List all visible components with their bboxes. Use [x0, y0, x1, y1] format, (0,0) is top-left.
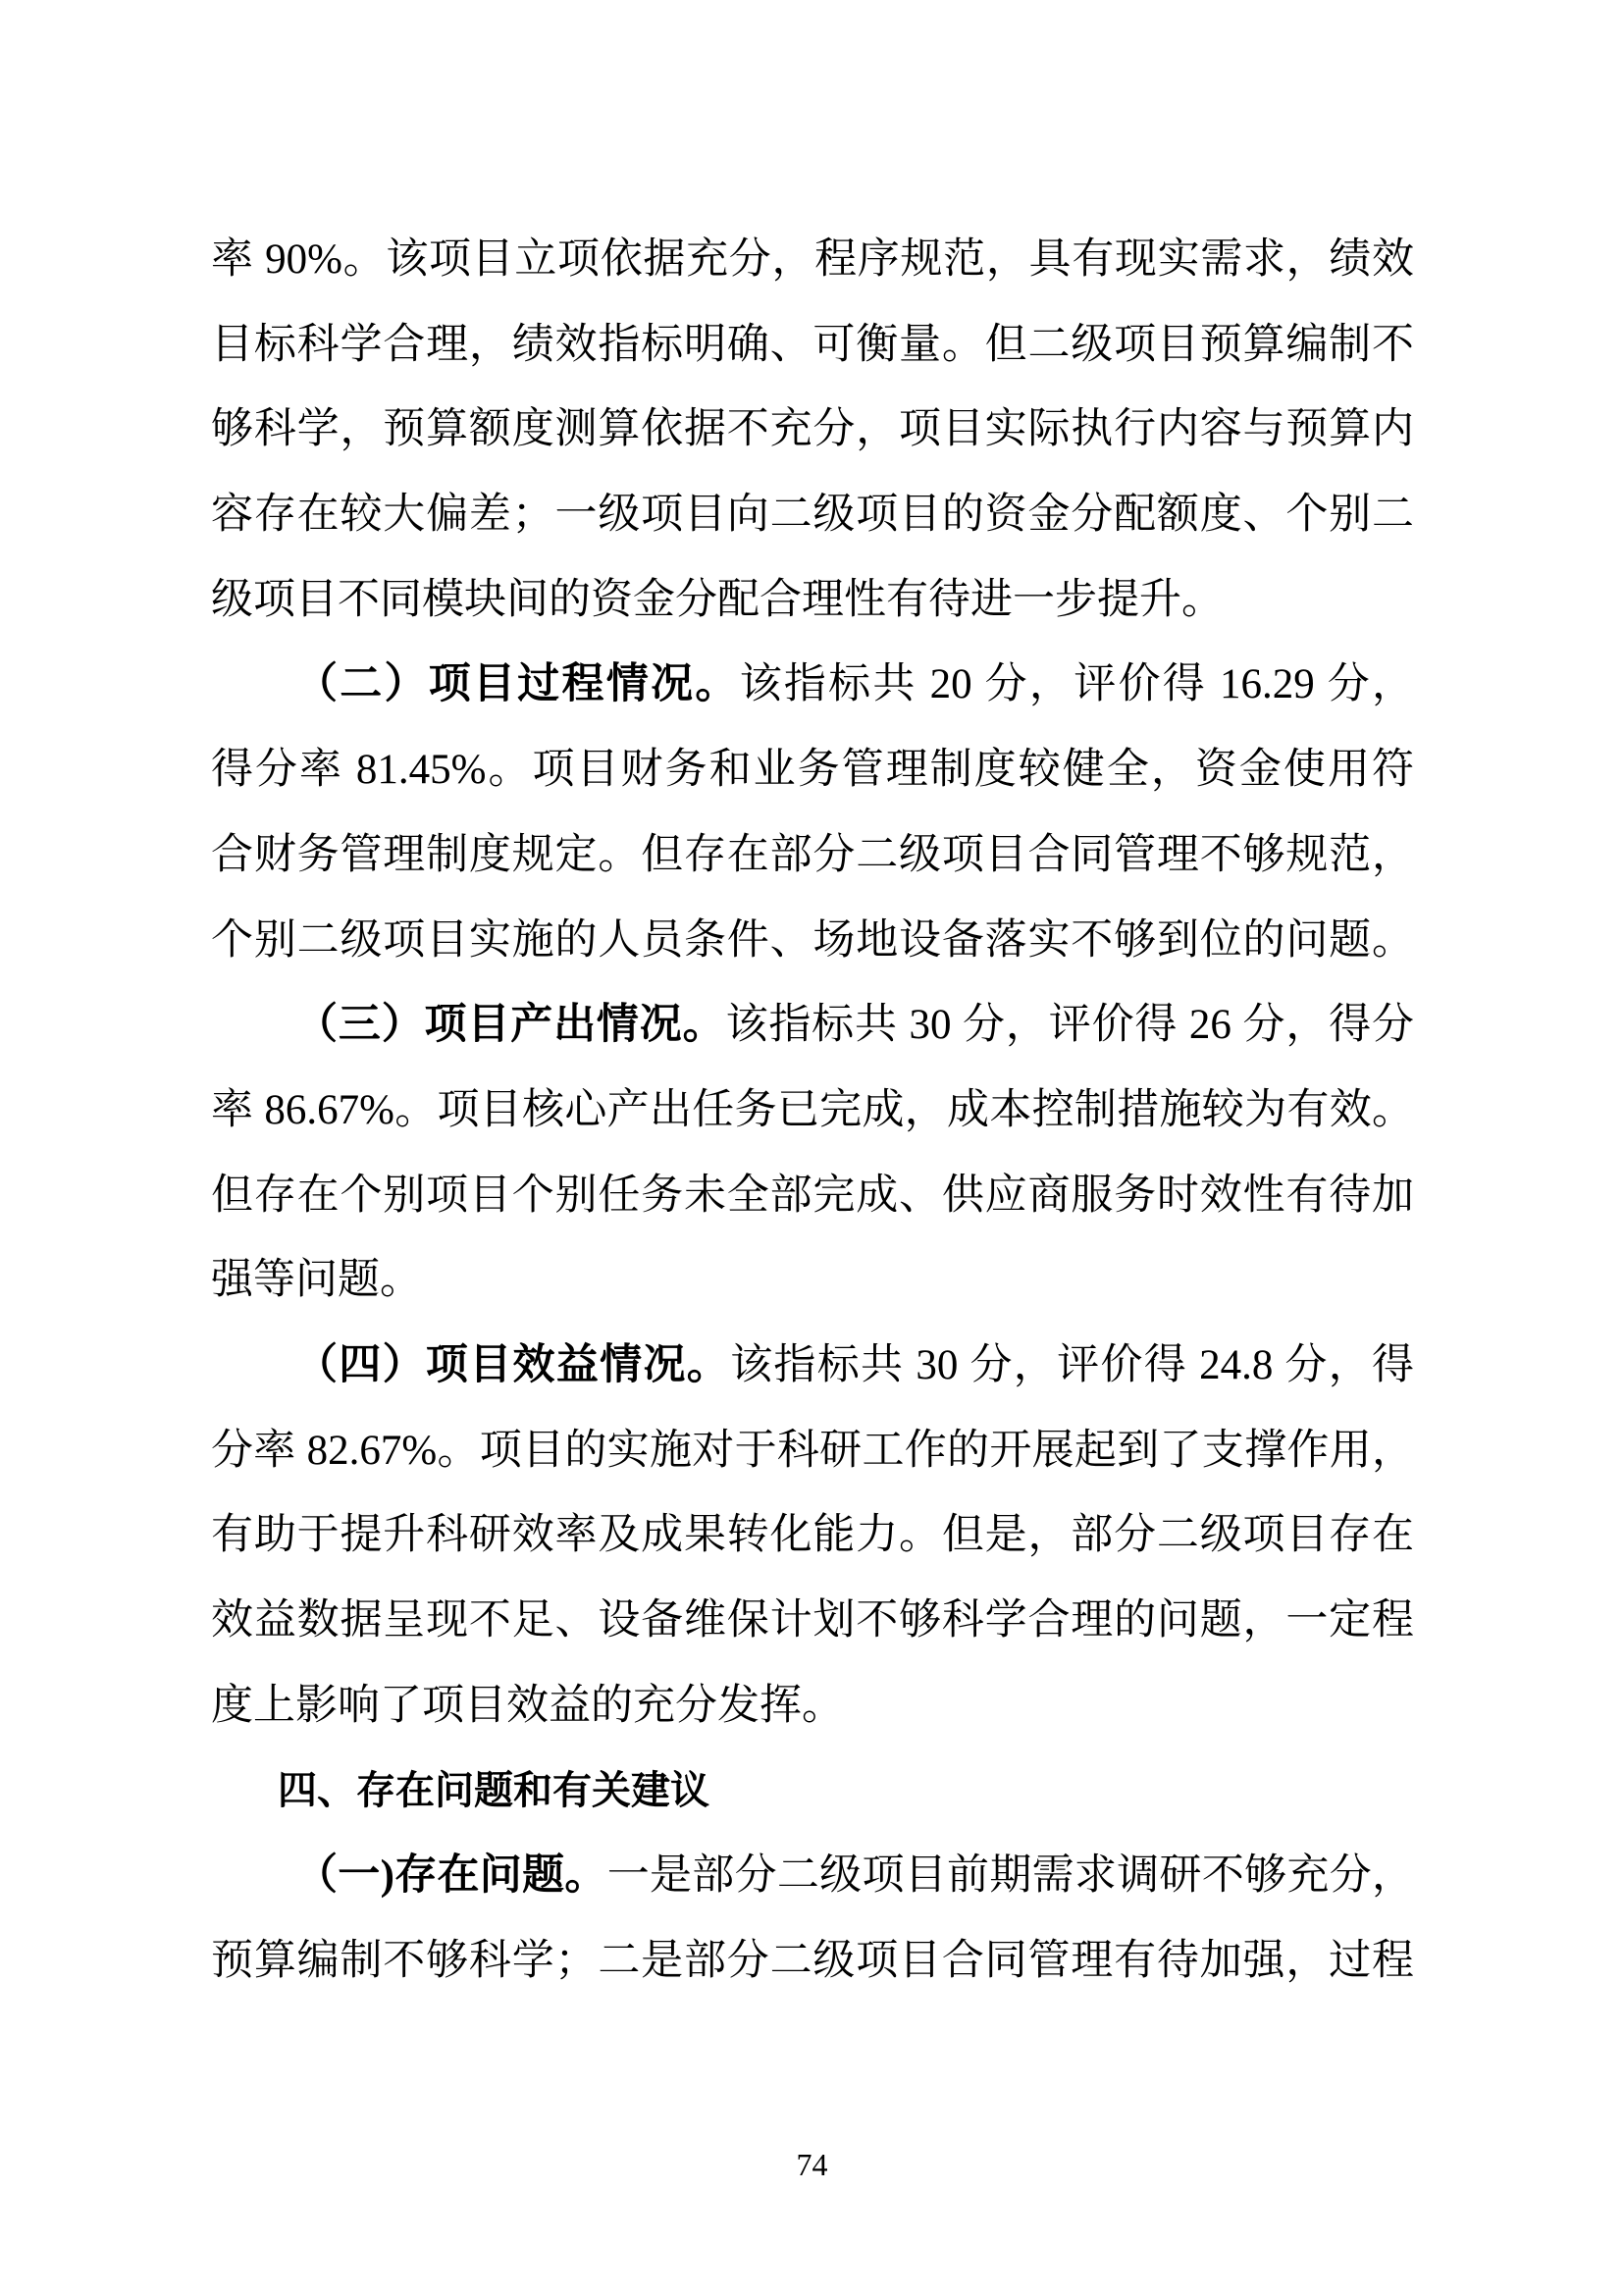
document-body — [211, 218, 1414, 2004]
text-line — [211, 813, 1414, 899]
text-line — [211, 388, 1414, 473]
body-run: 该指标共 30 分，评价得 26 分，得分 — [725, 1002, 1415, 1049]
page-number: 74 — [796, 2147, 828, 2182]
subheading-run: （二）项目过程情况。 — [295, 661, 740, 708]
text-line — [211, 1154, 1414, 1239]
body-run: 分率 82.67%。项目的实施对于科研工作的开展起到了支撑作用， — [211, 1427, 1414, 1474]
subheading-run: （四）项目效益情况。 — [295, 1341, 731, 1388]
section-heading — [211, 1748, 1414, 1834]
body-run: 有助于提升科研效率及成果转化能力。但是，部分二级项目存在 — [211, 1512, 1414, 1559]
body-run: 但存在个别项目个别任务未全部完成、供应商服务时效性有待加 — [211, 1172, 1414, 1219]
text-line — [211, 303, 1414, 389]
body-run: 目标科学合理，绩效指标明确、可衡量。但二级项目预算编制不 — [211, 321, 1414, 368]
text-line — [211, 473, 1414, 558]
text-line — [211, 558, 1414, 644]
text-line — [211, 218, 1414, 303]
body-run: 效益数据呈现不足、设备维保计划不够科学合理的问题，一定程 — [211, 1597, 1414, 1643]
body-run: 率 86.67%。项目核心产出任务已完成，成本控制措施较为有效。 — [211, 1086, 1414, 1133]
body-run: 该指标共 30 分，评价得 24.8 分，得 — [730, 1341, 1415, 1388]
text-line — [211, 983, 1414, 1069]
body-run: 一是部分二级项目前期需求调研不够充分， — [606, 1852, 1414, 1900]
text-line — [211, 1238, 1414, 1324]
text-line — [211, 1579, 1414, 1664]
text-line — [211, 643, 1414, 728]
body-run: 该指标共 20 分，评价得 16.29 分， — [739, 661, 1415, 708]
subheading-run: （一)存在问题。 — [295, 1852, 607, 1900]
text-line — [211, 1409, 1414, 1494]
body-run: 率 90%。该项目立项依据充分，程序规范，具有现实需求，绩效 — [211, 236, 1414, 283]
text-line — [211, 1664, 1414, 1749]
text-line — [211, 1919, 1414, 2005]
body-run: 级项目不同模块间的资金分配合理性有待进一步提升。 — [211, 576, 1224, 623]
body-run: 合财务管理制度规定。但存在部分二级项目合同管理不够规范， — [211, 831, 1414, 878]
text-line — [211, 1493, 1414, 1579]
subheading-run: （三）项目产出情况。 — [295, 1002, 726, 1049]
text-line — [211, 899, 1414, 984]
text-line — [211, 1834, 1414, 1919]
body-run: 得分率 81.45%。项目财务和业务管理制度较健全，资金使用符 — [211, 747, 1414, 794]
body-run: 预算编制不够科学；二是部分二级项目合同管理有待加强，过程 — [211, 1937, 1414, 1984]
text-line — [211, 728, 1414, 813]
text-line — [211, 1324, 1414, 1409]
body-run: 度上影响了项目效益的充分发挥。 — [211, 1682, 844, 1729]
body-run: 个别二级项目实施的人员条件、场地设备落实不够到位的问题。 — [211, 916, 1414, 964]
body-run: 强等问题。 — [211, 1257, 422, 1304]
text-line — [211, 1069, 1414, 1154]
body-run: 容存在较大偏差；一级项目向二级项目的资金分配额度、个别二 — [211, 492, 1414, 539]
subheading-run: 四、存在问题和有关建议 — [278, 1769, 709, 1813]
body-run: 够科学，预算额度测算依据不充分，项目实际执行内容与预算内 — [211, 406, 1414, 453]
